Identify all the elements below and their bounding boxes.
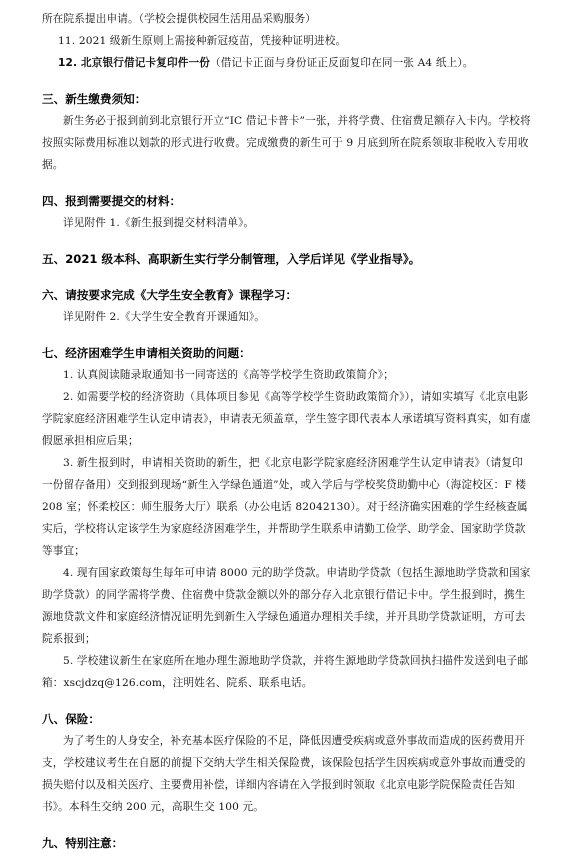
list-item-12-rest: （借记卡正面与身份证正反面复印在同一张 A4 纸上）。 <box>209 57 474 69</box>
list-item-11: 11. 2021 级新生原则上需接种新冠疫苗，凭接种证明进校。 <box>58 35 347 47</box>
section-body-materials: 详见附件 1.《新生报到提交材料清单》。 <box>63 217 255 229</box>
list-item-12-bold: 12. 北京银行借记卡复印件一份 <box>58 57 210 69</box>
section-body-insurance: 为了考生的人身安全，补充基本医疗保险的不足，降低因遭受疾病或意外事故而造成的医药费用开支，学校建议考生在自愿的前提下交纳大学生相关保险费，该保险包括学生因疾病或意外事故而遭受的损失赔付以及相关医疗、主要费用补偿，详细内容请在入学报到时领取《北京电影学院保险责任告知书》。本科生交纳 200 元，高职生交 100 元。 <box>42 735 526 813</box>
text-line-continuation: 所在院系提出申请。（学校会提供校园生活用品采购服务） <box>42 13 317 25</box>
aid-item-3: 3. 新生报到时，申请相关资助的新生，把《北京电影学院家庭经济困难学生认定申请表》（请复印一份留存备用）交到报到现场“新生入学绿色通道”处，或入学后与学校奖贷助勤中心（海淀校区：F 楼 208 室；怀柔校区：师生服务大厅）联系（办公电话 82042130）。对于经济确实困难的学生经核查属实后，学校将认定该学生为家庭经济困难学生，并帮助学生联系申请勤工俭学、助学金、国家助学贷款等事宜； <box>42 457 528 557</box>
section-heading-materials: 四、报到需要提交的材料： <box>42 194 182 208</box>
section-heading-financial-aid: 七、经济困难学生申请相关资助的问题： <box>42 346 251 360</box>
aid-item-4: 4. 现有国家政策每生每年可申请 8000 元的助学贷款。申请助学贷款（包括生源地助学贷款和国家助学贷款）的同学需将学费、住宿费中贷款金额以外的部分存入北京银行借记卡中。学生报到时，携生源地贷款文件和家庭经济情况证明先到新生入学绿色通道办理相关手续，并开具助学贷款证明，方可去院系报到； <box>42 567 531 645</box>
aid-item-5: 5. 学校建议新生在家庭所在地办理生源地助学贷款，并将生源地助学贷款回执扫描件发送到电子邮箱：xscjdzq@126.com，注明姓名、院系、联系电话。 <box>42 655 529 689</box>
aid-item-2: 2. 如需要学校的经济资助（具体项目参见《高等学校学生资助政策简介》），请如实填写《北京电影学院家庭经济困难学生认定申请表》，申请表无须盖章，学生签字即代表本人承诺填写资料真实，如有虚假愿承担相应后果； <box>42 391 531 447</box>
aid-item-1: 1. 认真阅读随录取通知书一同寄送的《高等学校学生资助政策简介》； <box>63 369 394 381</box>
section-body-safety-course: 详见附件 2.《大学生安全教育开课通知》。 <box>63 311 266 323</box>
section-heading-fees: 三、新生缴费须知： <box>42 92 147 106</box>
section-heading-special-notes: 九、特别注意： <box>42 836 124 850</box>
list-item-12 <box>42 52 533 74</box>
section-heading-insurance: 八、保险： <box>42 712 100 726</box>
section-heading-credit-system: 五、2021 级本科、高职新生实行学分制管理，入学后详见《学业指导》。 <box>42 252 421 266</box>
section-heading-safety-course: 六、请按要求完成《大学生安全教育》课程学习： <box>42 288 298 302</box>
section-body-fees: 新生务必于报到前到北京银行开立“IC 借记卡普卡”一张，并将学费、住宿费足额存入卡内。学校将按照实际费用标准以划款的形式进行收费。完成缴费的新生可于 9 月底到所在院系领取非税收入专用收据。 <box>42 115 531 171</box>
